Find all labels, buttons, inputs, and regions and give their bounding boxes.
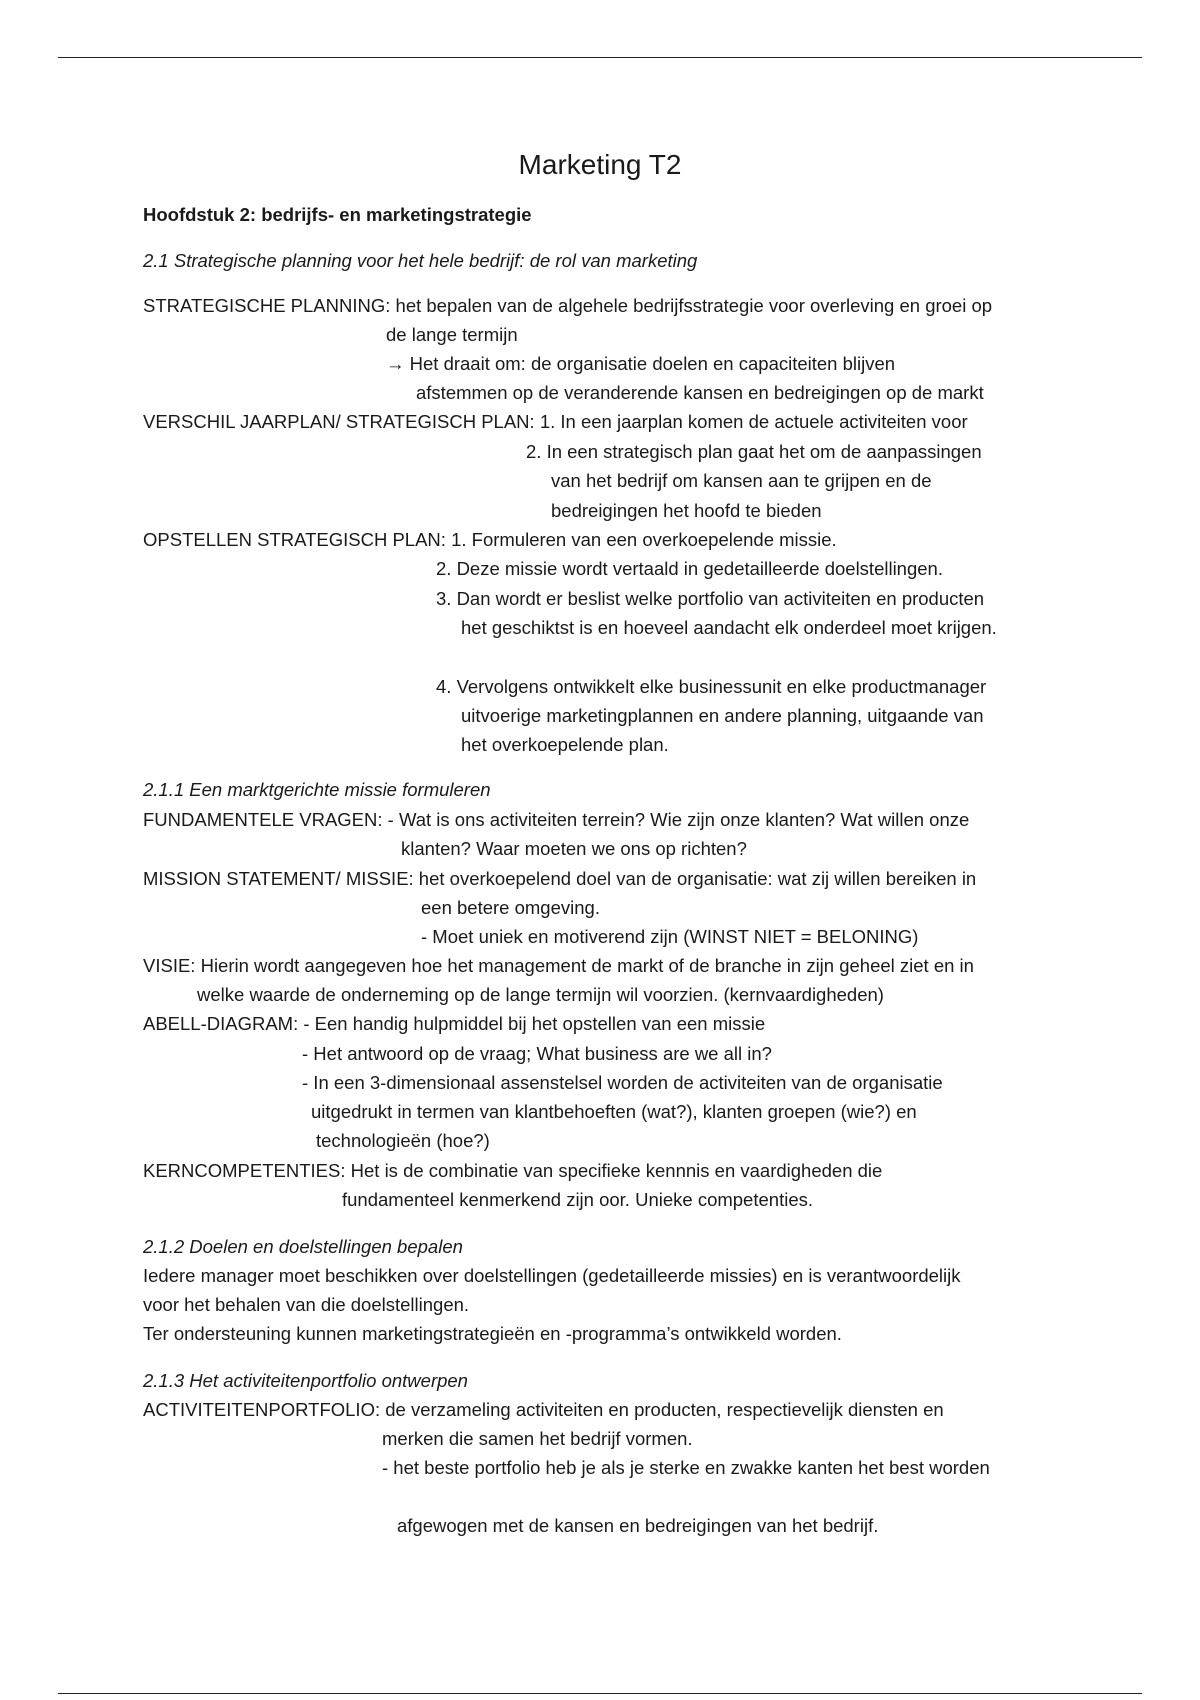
text-line: van het bedrijf om kansen aan te grijpen en de <box>551 470 932 491</box>
text-line: 3. Dan wordt er beslist welke portfolio van activiteiten en producten <box>436 588 985 609</box>
text-line: bedreigingen het hoofd te bieden <box>551 500 822 521</box>
text-line: → Het draait om: de organisatie doelen en capaciteiten blijven <box>386 353 896 374</box>
text-line: uitvoerige marketingplannen en andere planning, uitgaande van <box>461 705 984 726</box>
text-line: ACTIVITEITENPORTFOLIO: de verzameling activiteiten en producten, respectievelijk diensten en <box>143 1399 944 1420</box>
text-line: Iedere manager moet beschikken over doelstellingen (gedetailleerde missies) en is verantwoordelijk <box>143 1265 961 1286</box>
text-line: de lange termijn <box>386 324 518 345</box>
section-heading-2-1-2: 2.1.2 Doelen en doelstellingen bepalen <box>143 1236 463 1257</box>
section-heading-2-1: 2.1 Strategische planning voor het hele bedrijf: de rol van marketing <box>143 250 698 271</box>
text-line: het overkoepelende plan. <box>461 734 669 755</box>
text-line: - In een 3-dimensionaal assenstelsel worden de activiteiten van de organisatie <box>302 1072 943 1093</box>
text-line: 4. Vervolgens ontwikkelt elke businessunit en elke productmanager <box>436 676 987 697</box>
text-line: merken die samen het bedrijf vormen. <box>382 1428 693 1449</box>
text-line: STRATEGISCHE PLANNING: het bepalen van de algehele bedrijfsstrategie voor overleving en groei op <box>143 295 993 316</box>
text-line: VERSCHIL JAARPLAN/ STRATEGISCH PLAN: 1. In een jaarplan komen de actuele activiteiten voor <box>143 411 968 432</box>
section-heading-2-1-3: 2.1.3 Het activiteitenportfolio ontwerpen <box>143 1370 468 1391</box>
text-line: 2. In een strategisch plan gaat het om de aanpassingen <box>526 441 982 462</box>
text-line: Ter ondersteuning kunnen marketingstrategieën en -programma’s ontwikkeld worden. <box>143 1323 842 1344</box>
text-line: fundamenteel kenmerkend zijn oor. Unieke competenties. <box>342 1189 813 1210</box>
text-line: afstemmen op de veranderende kansen en bedreigingen op de markt <box>416 382 984 403</box>
text-line: VISIE: Hierin wordt aangegeven hoe het management de markt of de branche in zijn geheel ziet en in <box>143 955 974 976</box>
text-line: afgewogen met de kansen en bedreigingen van het bedrijf. <box>397 1515 879 1536</box>
text-line: FUNDAMENTELE VRAGEN: - Wat is ons activiteiten terrein? Wie zijn onze klanten? Wat willen onze <box>143 809 970 830</box>
text-line: uitgedrukt in termen van klantbehoeften (wat?), klanten groepen (wie?) en <box>311 1101 917 1122</box>
text-line: voor het behalen van die doelstellingen. <box>143 1294 470 1315</box>
page-title: Marketing T2 <box>518 149 682 180</box>
text-line: - het beste portfolio heb je als je sterke en zwakke kanten het best worden <box>382 1457 990 1478</box>
text-line: - Moet uniek en motiverend zijn (WINST NIET = BELONING) <box>421 926 919 947</box>
text-line: ABELL-DIAGRAM: - Een handig hulpmiddel bij het opstellen van een missie <box>143 1013 766 1034</box>
text-line: 2. Deze missie wordt vertaald in gedetailleerde doelstellingen. <box>436 558 943 579</box>
text-line: MISSION STATEMENT/ MISSIE: het overkoepelend doel van de organisatie: wat zij willen bereiken in <box>143 868 977 889</box>
text-line: OPSTELLEN STRATEGISCH PLAN: 1. Formuleren van een overkoepelende missie. <box>143 529 837 550</box>
chapter-heading: Hoofdstuk 2: bedrijfs- en marketingstrategie <box>143 204 532 225</box>
text-line: een betere omgeving. <box>421 897 600 918</box>
section-heading-2-1-1: 2.1.1 Een marktgerichte missie formuleren <box>143 779 491 800</box>
text-line: welke waarde de onderneming op de lange termijn wil voorzien. (kernvaardigheden) <box>197 984 884 1005</box>
text-line: KERNCOMPETENTIES: Het is de combinatie van specifieke kennnis en vaardigheden die <box>143 1160 883 1181</box>
page-top-rule <box>58 57 1142 58</box>
text-line: het geschiktst is en hoeveel aandacht elk onderdeel moet krijgen. <box>461 617 997 638</box>
text-line: technologieën (hoe?) <box>316 1130 490 1151</box>
text-line: klanten? Waar moeten we ons op richten? <box>401 838 747 859</box>
page-bottom-rule <box>58 1693 1142 1694</box>
text-line: - Het antwoord op de vraag; What business are we all in? <box>302 1043 772 1064</box>
